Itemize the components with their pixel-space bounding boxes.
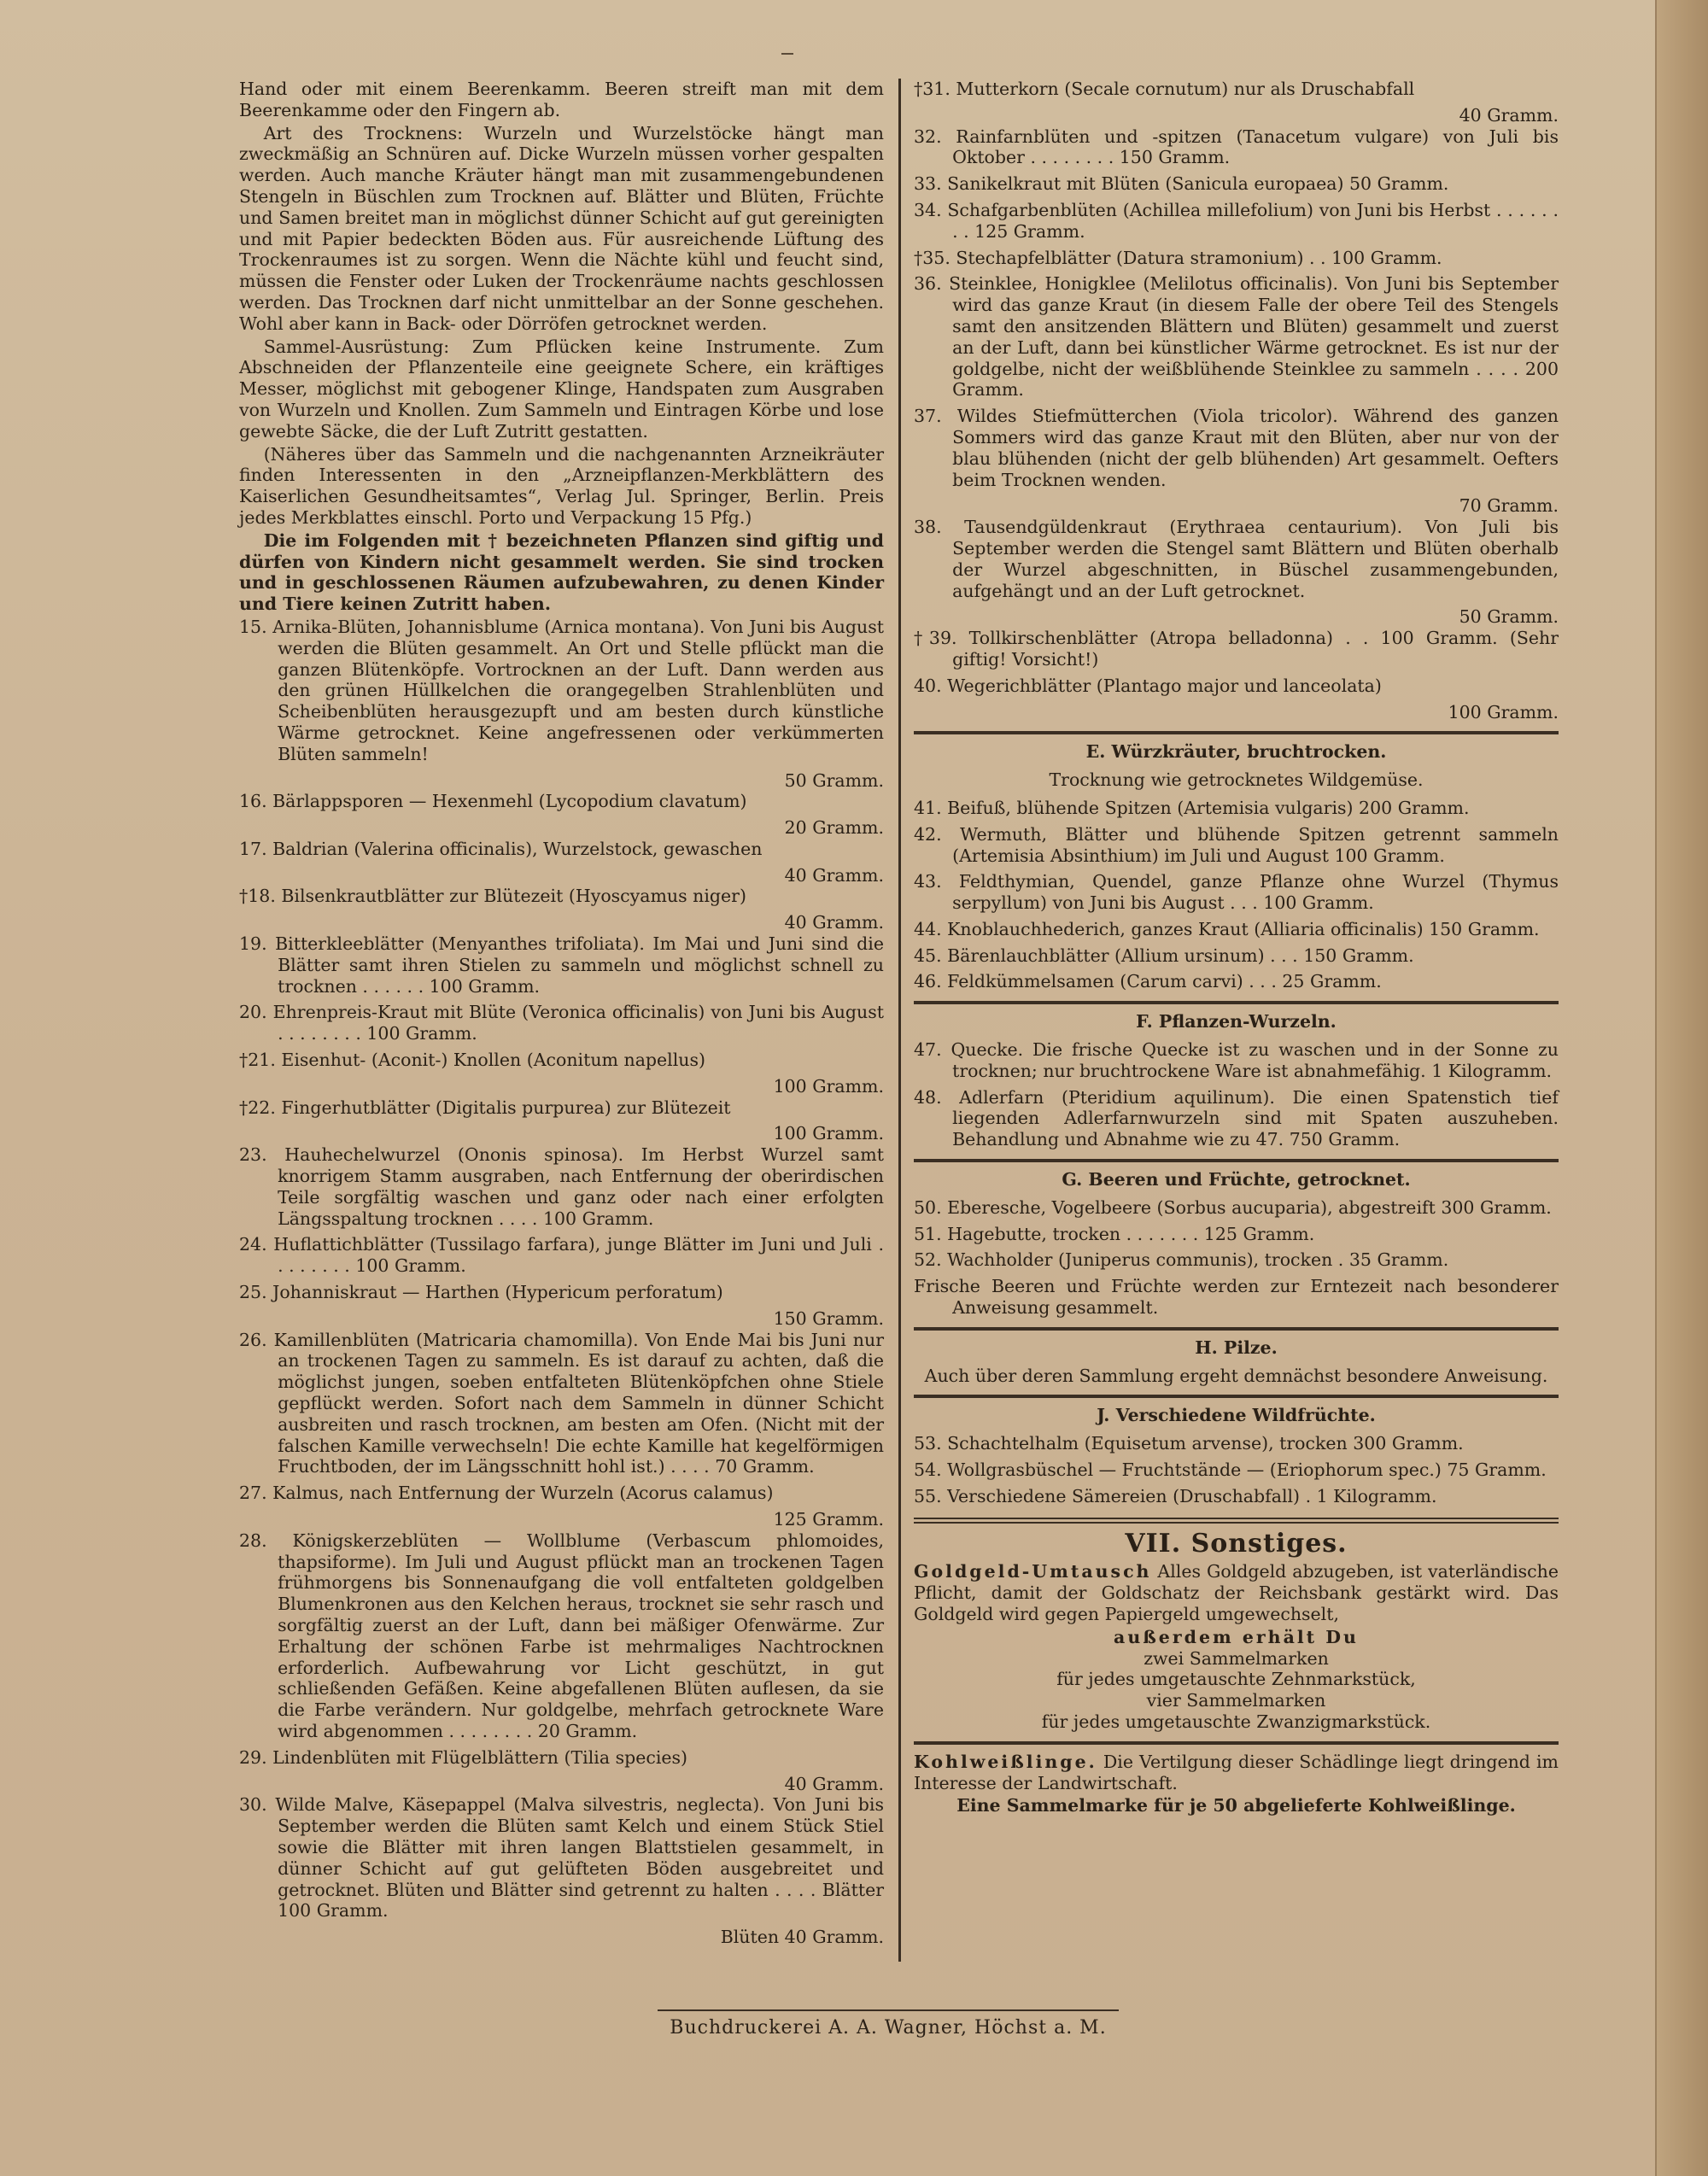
gold-line: für jedes umgetauschte Zehnmarkstück, xyxy=(1056,1669,1416,1690)
gold-exchange-lead: Goldgeld-Umtausch xyxy=(914,1561,1152,1582)
list-item: 55. Verschiedene Sämereien (Druschabfall) . 1 Kilogramm. xyxy=(914,1485,1437,1506)
section-g-note: Frische Beeren und Früchte werden zur Erntezeit nach besonderer Anweisung gesammelt. xyxy=(914,1276,1559,1319)
item-amount: 125 Gramm. xyxy=(773,1509,884,1530)
section-rule xyxy=(914,1001,1559,1004)
right-column xyxy=(914,79,1559,1816)
drying-paragraph: Art des Trocknens: Wurzeln und Wurzelstöcke hängt man zweckmäßig an Schnüren auf. Dicke Wurzeln müssen vorher gespalten werden. Auch manche Kräuter hängt man mit zusammengebundenen Stengeln in Büschlen zum Trocknen auf. Blätter und Blüten, Früchte und Samen breitet man in möglichst dünner Schicht auf gut gereinigten und mit Papier bedeckten Böden aus. Für ausreichende Lüftung des Trockenraumes ist zu sorgen. Wenn die Nächte kühl und feucht sind, müssen die Fenster oder Luken der Trockenräume nachts geschlossen werden. Das Trocknen darf nicht unmittelbar an der Sonne geschehen. Wohl aber kann in Back- oder Dörröfen getrocknet werden. xyxy=(239,122,884,334)
list-item: 46. Feldkümmelsamen (Carum carvi) . . . 25 Gramm. xyxy=(914,971,1382,992)
item-amount: 100 Gramm. xyxy=(1448,701,1559,722)
section-heading-f: F. Pflanzen-Wurzeln. xyxy=(1136,1011,1337,1032)
double-rule xyxy=(914,1518,1559,1524)
adjacent-page-edge xyxy=(1655,0,1708,2176)
item-amount: 50 Gramm. xyxy=(1459,606,1559,628)
section-rule xyxy=(914,1395,1559,1398)
list-item: 36. Steinklee, Honigklee (Melilotus officinalis). Von Juni bis September wird das ganze Kraut (in diesem Falle der obere Teil des Stengels samt den ansitzenden Blättern und Blüten) gesammelt und zuerst an der Luft, dann bei künstlicher Wärme getrocknet. Es ist nur der goldgelbe, nicht der weißblühende Steinklee zu sammeln . . . . 200 Gramm. xyxy=(914,273,1559,401)
list-item: 30. Wilde Malve, Käsepappel (Malva silvestris, neglecta). Von Juni bis September werden die Blüten samt Kelch und einem Stück Stiel sowie die Blätter mit ihren langen Blattstielen gesammelt, in dünner Schicht auf gut gelüfteten Böden ausgebreitet und getrocknet. Blüten und Blätter sind getrennt zu halten . . . . Blätter 100 Gramm. xyxy=(239,1794,884,1922)
item-amount: 40 Gramm. xyxy=(784,864,884,886)
list-item: 41. Beifuß, blühende Spitzen (Artemisia vulgaris) 200 Gramm. xyxy=(914,797,1470,818)
section-heading-g: G. Beeren und Früchte, getrocknet. xyxy=(1062,1169,1411,1190)
cabbage-white-line: Eine Sammelmarke für je 50 abgelieferte Kohlweißlinge. xyxy=(956,1795,1516,1816)
list-item: †22. Fingerhutblätter (Digitalis purpurea) zur Blütezeit xyxy=(239,1097,731,1118)
section-e-note: Trocknung wie getrocknetes Wildgemüse. xyxy=(1049,769,1424,791)
top-dash xyxy=(781,53,793,55)
list-item: 45. Bärenlauchblätter (Allium ursinum) . . . 150 Gramm. xyxy=(914,945,1414,966)
section-rule xyxy=(914,731,1559,734)
list-item: 51. Hagebutte, trocken . . . . . . . 125 Gramm. xyxy=(914,1223,1315,1244)
section-heading-h: H. Pilze. xyxy=(1195,1337,1278,1358)
printer-imprint: Buchdruckerei A. A. Wagner, Höchst a. M. xyxy=(670,2017,1107,2039)
section-rule xyxy=(914,1327,1559,1331)
list-item: 34. Schafgarbenblüten (Achillea millefolium) von Juni bis Herbst . . . . . . . . 125 Gramm. xyxy=(914,199,1559,242)
list-item: 44. Knoblauchhederich, ganzes Kraut (Alliaria officinalis) 150 Gramm. xyxy=(914,918,1540,939)
list-item: 47. Quecke. Die frische Quecke ist zu waschen und in der Sonne zu trocknen; nur bruchtrockene Ware ist abnahmefähig. 1 Kilogramm. xyxy=(914,1039,1559,1081)
item-amount: 100 Gramm. xyxy=(773,1123,884,1144)
list-item: 20. Ehrenpreis-Kraut mit Blüte (Veronica officinalis) von Juni bis August . . . . . . . . 100 Gramm. xyxy=(239,1002,884,1044)
item-amount: 100 Gramm. xyxy=(773,1075,884,1097)
list-item: 25. Johanniskraut — Harthen (Hypericum perforatum) xyxy=(239,1282,723,1303)
list-item: †35. Stechapfelblätter (Datura stramonium) . . 100 Gramm. xyxy=(914,247,1442,268)
list-item: 27. Kalmus, nach Entfernung der Wurzeln (Acorus calamus) xyxy=(239,1483,774,1504)
item-amount: 40 Gramm. xyxy=(784,1773,884,1794)
equipment-paragraph: Sammel-Ausrüstung: Zum Pflücken keine Instrumente. Zum Abschneiden der Pflanzenteile eine geeignete Schere, ein kräftiges Messer, möglichst mit gebogener Klinge, Handspaten zum Ausgraben von Wurzeln und Knollen. Zum Sammeln und Eintragen Körbe und lose gewebte Säcke, die der Luft Zutritt gestatten. xyxy=(239,336,884,442)
list-item: 26. Kamillenblüten (Matricaria chamomilla). Von Ende Mai bis Juni nur an trockenen Tagen zu sammeln. Es ist darauf zu achten, daß die möglichst jungen, soeben entfalteten Blütenköpfchen ohne Stiele gepflückt werden. Sofort nach dem Sammeln in dünner Schicht ausbreiten und rasch trocknen, am besten am Ofen. (Nicht mit der falschen Kamille verwechseln! Die echte Kamille hat kegelförmigen Fruchtboden, der im Längsschnitt hohl ist.) . . . . 70 Gramm. xyxy=(239,1329,884,1477)
list-item: 19. Bitterkleeblätter (Menyanthes trifoliata). Im Mai und Juni sind die Blätter samt ihren Stielen zu sammeln und möglichst schnell zu trocknen . . . . . . 100 Gramm. xyxy=(239,933,884,997)
list-item: 32. Rainfarnblüten und -spitzen (Tanacetum vulgare) von Juli bis Oktober . . . . . . . . 150 Gramm. xyxy=(914,126,1559,168)
list-item: †39. Tollkirschenblätter (Atropa belladonna) . . 100 Gramm. (Sehr giftig! Vorsicht!) xyxy=(914,628,1559,670)
left-column xyxy=(239,79,884,1948)
item-amount: 150 Gramm. xyxy=(773,1307,884,1329)
list-item: 24. Huflattichblätter (Tussilago farfara), junge Blätter im Juni und Juli . . . . . . . . 100 Gramm. xyxy=(239,1234,884,1277)
section-heading-vii: VII. Sonstiges. xyxy=(1125,1528,1348,1559)
item-amount: 50 Gramm. xyxy=(784,769,884,791)
section-rule xyxy=(914,1159,1559,1162)
list-item: 33. Sanikelkraut mit Blüten (Sanicula europaea) 50 Gramm. xyxy=(914,173,1449,195)
list-item: 54. Wollgrasbüschel — Fruchtstände — (Eriophorum spec.) 75 Gramm. xyxy=(914,1459,1547,1481)
cabbage-white-paragraph xyxy=(914,1752,1559,1794)
item-amount: 40 Gramm. xyxy=(1459,104,1559,126)
gold-line: für jedes umgetauschte Zwanzigmarkstück. xyxy=(1041,1711,1431,1732)
section-heading-e: E. Würzkräuter, bruchtrocken. xyxy=(1085,741,1387,763)
cabbage-white-lead: Kohlweißlinge. xyxy=(914,1751,1097,1772)
gold-exchange-text: Alles Goldgeld abzugeben, ist vaterländische Pflicht, damit der Goldschatz der Reichsbank gestärkt wird. Das Goldgeld wird gegen Papiergeld umgewechselt, xyxy=(914,1561,1559,1625)
list-item: 16. Bärlappsporen — Hexenmehl (Lycopodium clavatum) xyxy=(239,791,747,812)
list-item: 48. Adlerfarn (Pteridium aquilinum). Die einen Spatenstich tief liegenden Adlerfarnwurzeln sind mit Spaten auszuheben. Behandlung und Abnahme wie zu 47. 750 Gramm. xyxy=(914,1086,1559,1150)
list-item: †21. Eisenhut- (Aconit-) Knollen (Aconitum napellus) xyxy=(239,1050,706,1071)
gold-line: vier Sammelmarken xyxy=(1146,1690,1326,1711)
gold-line: außerdem erhält Du xyxy=(1114,1626,1359,1647)
list-item: 38. Tausendgüldenkraut (Erythraea centaurium). Von Juli bis September werden die Stengel samt Blättern und Blüten oberhalb der Wurzel abgeschnitten, in Büschel zusammengebunden, aufgehängt und an der Luft getrocknet. xyxy=(914,517,1559,601)
list-item: 40. Wegerichblätter (Plantago major und lanceolata) xyxy=(914,675,1382,696)
more-info-paragraph: (Näheres über das Sammeln und die nachgenannten Arzneikräuter finden Interessenten in den „Arzneipflanzen-Merkblättern des Kaiserlichen Gesundheitsamtes“, Verlag Jul. Springer, Berlin. Preis jedes Merkblattes einschl. Porto und Verpackung 15 Pfg.) xyxy=(239,443,884,528)
list-item: †31. Mutterkorn (Secale cornutum) nur als Druschabfall xyxy=(914,79,1415,99)
list-item: 29. Lindenblüten mit Flügelblättern (Tilia species) xyxy=(239,1746,688,1768)
item-amount: 40 Gramm. xyxy=(784,912,884,933)
item-amount: Blüten 40 Gramm. xyxy=(720,1927,884,1948)
item-amount: 20 Gramm. xyxy=(784,817,884,839)
list-item: 42. Wermuth, Blätter und blühende Spitzen getrennt sammeln (Artemisia Absinthium) im Juli und August 100 Gramm. xyxy=(914,823,1559,866)
list-item: 43. Feldthymian, Quendel, ganze Pflanze ohne Wurzel (Thymus serpyllum) von Juni bis August . . . 100 Gramm. xyxy=(914,871,1559,914)
list-item: 17. Baldrian (Valerina officinalis), Wurzelstock, gewaschen xyxy=(239,838,763,859)
list-item: 52. Wachholder (Juniperus communis), trocken . 35 Gramm. xyxy=(914,1249,1449,1271)
poison-warning-paragraph: Die im Folgenden mit † bezeichneten Pflanzen sind giftig und dürfen von Kindern nicht gesammelt werden. Sie sind trocken und in geschlossenen Räumen aufzubewahren, zu denen Kinder und Tiere keinen Zutritt haben. xyxy=(239,529,884,615)
item-amount: 70 Gramm. xyxy=(1459,495,1559,517)
list-item: 23. Hauhechelwurzel (Ononis spinosa). Im Herbst Wurzel samt knorrigem Stamm ausgraben, nach Entfernung der oberirdischen Teile sorgfältig waschen und ganz oder nach einer erfolgten Längsspaltung trocknen . . . . 100 Gramm. xyxy=(239,1144,884,1229)
list-item: 50. Eberesche, Vogelbeere (Sorbus aucuparia), abgestreift 300 Gramm. xyxy=(914,1196,1552,1218)
footer-rule xyxy=(658,2009,1119,2011)
section-rule xyxy=(914,1741,1559,1745)
list-item: 28. Königskerzeblüten — Wollblume (Verbascum phlomoides, thapsiforme). Im Juli und August pflückt man an trockenen Tagen frühmorgens bis Sonnenaufgang die voll entfalteten goldgelben Blumenkronen aus den Kelchen heraus, trocknet sie sehr rasch und sorgfältig zuerst an der Luft, dann bei mäßiger Ofenwärme. Zur Erhaltung der schönen Farbe ist mehrmaliges Nachtrocknen erforderlich. Aufbewahrung vor Licht geschützt, in gut schließenden Gefäßen. Keine abgefallenen Blüten auflesen, da sie die Farbe verändern. Nur goldgelbe, mehrfach getrocknete Ware wird abgenommen . . . . . . . . 20 Gramm. xyxy=(239,1530,884,1741)
list-item: †18. Bilsenkrautblätter zur Blütezeit (Hyoscyamus niger) xyxy=(239,886,746,907)
list-item: 15. Arnika-Blüten, Johannisblume (Arnica montana). Von Juni bis August werden die Blüten gesammelt. An Ort und Stelle pflückt man die ganzen Blütenköpfe. Vortrocknen an der Luft. Dann werden aus den grünen Hüllkelchen die orangegelben Strahlenblüten und Scheibenblüten herausgezupft und am besten durch künstliche Wärme getrocknet. Keine angefressenen oder verkümmerten Blüten sammeln! xyxy=(239,616,884,764)
list-item: 53. Schachtelhalm (Equisetum arvense), trocken 300 Gramm. xyxy=(914,1433,1464,1454)
section-heading-j: J. Verschiedene Wildfrüchte. xyxy=(1097,1405,1376,1426)
gold-exchange-paragraph xyxy=(914,1561,1559,1624)
intro-paragraph: Hand oder mit einem Beerenkamm. Beeren streift man mit dem Beerenkamme oder den Fingern ab. xyxy=(239,79,884,120)
gold-line: zwei Sammelmarken xyxy=(1144,1647,1329,1669)
cabbage-white-text: Die Vertilgung dieser Schädlinge liegt dringend im Interesse der Landwirtschaft. xyxy=(914,1751,1559,1793)
section-h-note: Auch über deren Sammlung ergeht demnächst besondere Anweisung. xyxy=(924,1365,1548,1386)
column-divider xyxy=(898,79,901,1962)
list-item: 37. Wildes Stiefmütterchen (Viola tricolor). Während des ganzen Sommers wird das ganze Kraut mit den Blüten, aber nur von der blau blühenden (nicht der gelb blühenden) Art gesammelt. Oefters beim Trocknen wenden. xyxy=(914,406,1559,490)
